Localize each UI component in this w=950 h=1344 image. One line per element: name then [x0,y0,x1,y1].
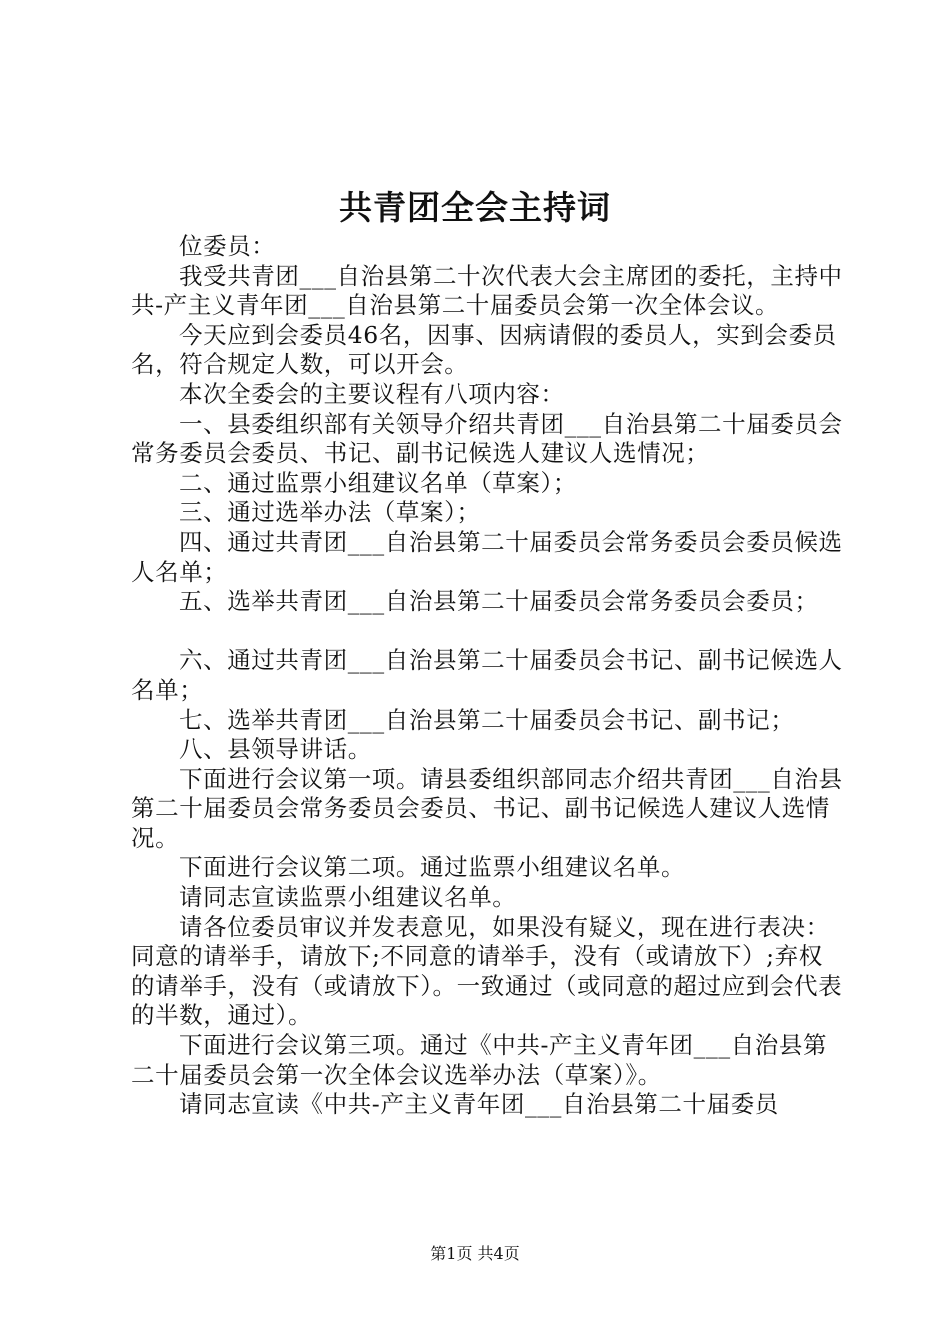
paragraph: 八、县领导讲话。 [179,735,372,764]
paragraph: 下面进行会议第二项。通过监票小组建议名单。 [179,853,686,882]
paragraph: 四、通过共青团___自治县第二十届委员会常务委员会委员候选人名单； [131,527,843,586]
paragraph: 三、通过选举办法（草案）； [179,498,481,527]
paragraph: 本次全委会的主要议程有八项内容： [179,379,565,408]
document-body [131,232,843,1120]
paragraph: 我受共青团___自治县第二十次代表大会主席团的委托，主持中共-产主义青年团___自治县第二十届委员会第一次全体会议。 [131,261,843,320]
paragraph: 今天应到会委员46名，因事、因病请假的委员人，实到会委员名，符合规定人数，可以开会。 [131,320,837,379]
paragraph: 请各位委员审议并发表意见，如果没有疑义，现在进行表决：同意的请举手，请放下;不同意的请举手，没有（或请放下）;弃权的请举手，没有（或请放下）。一致通过（或同意的超过应到会代表的半数，通过）。 [131,912,843,1030]
paragraph: 二、通过监票小组建议名单（草案）； [179,468,577,497]
document-title: 共青团全会主持词 [339,188,611,227]
paragraph: 七、选举共青团___自治县第二十届委员会书记、副书记； [179,705,795,734]
paragraph: 请同志宣读监票小组建议名单。 [179,883,517,912]
paragraph: 五、选举共青团___自治县第二十届委员会常务委员会委员； [179,587,819,616]
page-footer: 第1页 共4页 [430,1244,520,1263]
paragraph: 位委员： [179,232,276,260]
paragraph: 一、县委组织部有关领导介绍共青团___自治县第二十届委员会常务委员会委员、书记、副书记候选人建议人选情况； [131,409,843,468]
paragraph: 六、通过共青团___自治县第二十届委员会书记、副书记候选人名单； [131,646,843,704]
paragraph: 下面进行会议第三项。通过《中共-产主义青年团___自治县第二十届委员会第一次全体会议选举办法（草案）》。 [131,1031,828,1089]
paragraph: 下面进行会议第一项。请县委组织部同志介绍共青团___自治县第二十届委员会常务委员会委员、书记、副书记候选人建议人选情况。 [131,764,843,852]
paragraph: 请同志宣读《中共-产主义青年团___自治县第二十届委员 [179,1090,779,1119]
blank-line [131,617,843,647]
